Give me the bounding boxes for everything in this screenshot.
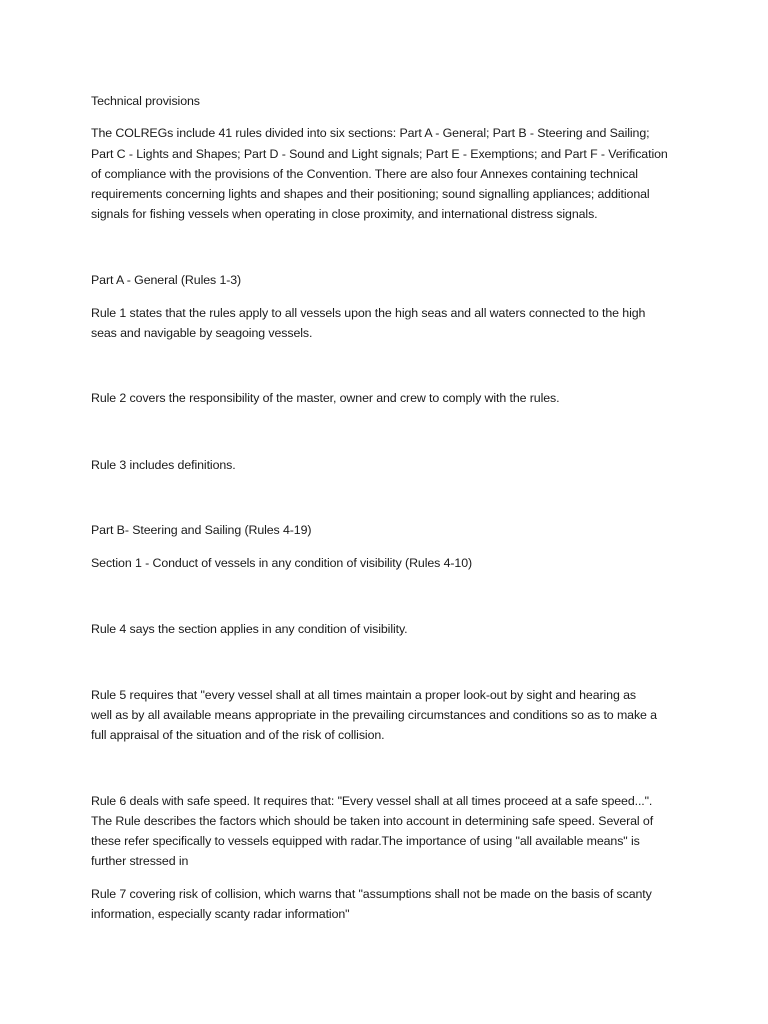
paragraph-line: Rule 5 requires that "every vessel shall at all times maintain a proper look-out by sight and hearing as bbox=[91, 688, 636, 702]
part-b-heading: Part B- Steering and Sailing (Rules 4-19) bbox=[91, 523, 312, 537]
section-1-heading: Section 1 - Conduct of vessels in any condition of visibility (Rules 4-10) bbox=[91, 556, 473, 570]
paragraph-line: further stressed in bbox=[91, 854, 189, 868]
paragraph-line: Rule 7 covering risk of collision, which warns that "assumptions shall not be made on the basis of scanty bbox=[91, 887, 652, 901]
paragraph-line: The COLREGs include 41 rules divided into six sections: Part A - General; Part B - Steering and Sailing; bbox=[91, 126, 650, 140]
rule-2-paragraph: Rule 2 covers the responsibility of the master, owner and crew to comply with the rules. bbox=[91, 391, 560, 405]
paragraph-line: seas and navigable by seagoing vessels. bbox=[91, 326, 313, 340]
paragraph-line: Rule 6 deals with safe speed. It requires that: "Every vessel shall at all times proceed at a safe speed...". bbox=[91, 794, 653, 808]
paragraph-line: these refer specifically to vessels equipped with radar.The importance of using "all available means" is bbox=[91, 834, 640, 848]
paragraph-line: Rule 1 states that the rules apply to all vessels upon the high seas and all waters connected to the high bbox=[91, 306, 646, 320]
paragraph-line: The Rule describes the factors which should be taken into account in determining safe speed. Several of bbox=[91, 814, 654, 828]
section-heading: Technical provisions bbox=[91, 94, 200, 108]
part-a-heading: Part A - General (Rules 1-3) bbox=[91, 273, 242, 287]
rule-4-paragraph: Rule 4 says the section applies in any condition of visibility. bbox=[91, 622, 408, 636]
rule-3-paragraph: Rule 3 includes definitions. bbox=[91, 458, 236, 472]
paragraph-line: well as by all available means appropriate in the prevailing circumstances and conditions so as to make a bbox=[91, 708, 657, 722]
paragraph-line: signals for fishing vessels when operating in close proximity, and international distress signals. bbox=[91, 207, 598, 221]
paragraph-line: information, especially scanty radar information" bbox=[91, 907, 350, 921]
paragraph-line: of compliance with the provisions of the Convention. There are also four Annexes containing technical bbox=[91, 167, 638, 181]
paragraph-line: requirements concerning lights and shapes and their positioning; sound signalling appliances; additional bbox=[91, 187, 650, 201]
paragraph-line: Part C - Lights and Shapes; Part D - Sound and Light signals; Part E - Exemptions; and Part F - Verification bbox=[91, 147, 668, 161]
paragraph-line: full appraisal of the situation and of the risk of collision. bbox=[91, 728, 385, 742]
